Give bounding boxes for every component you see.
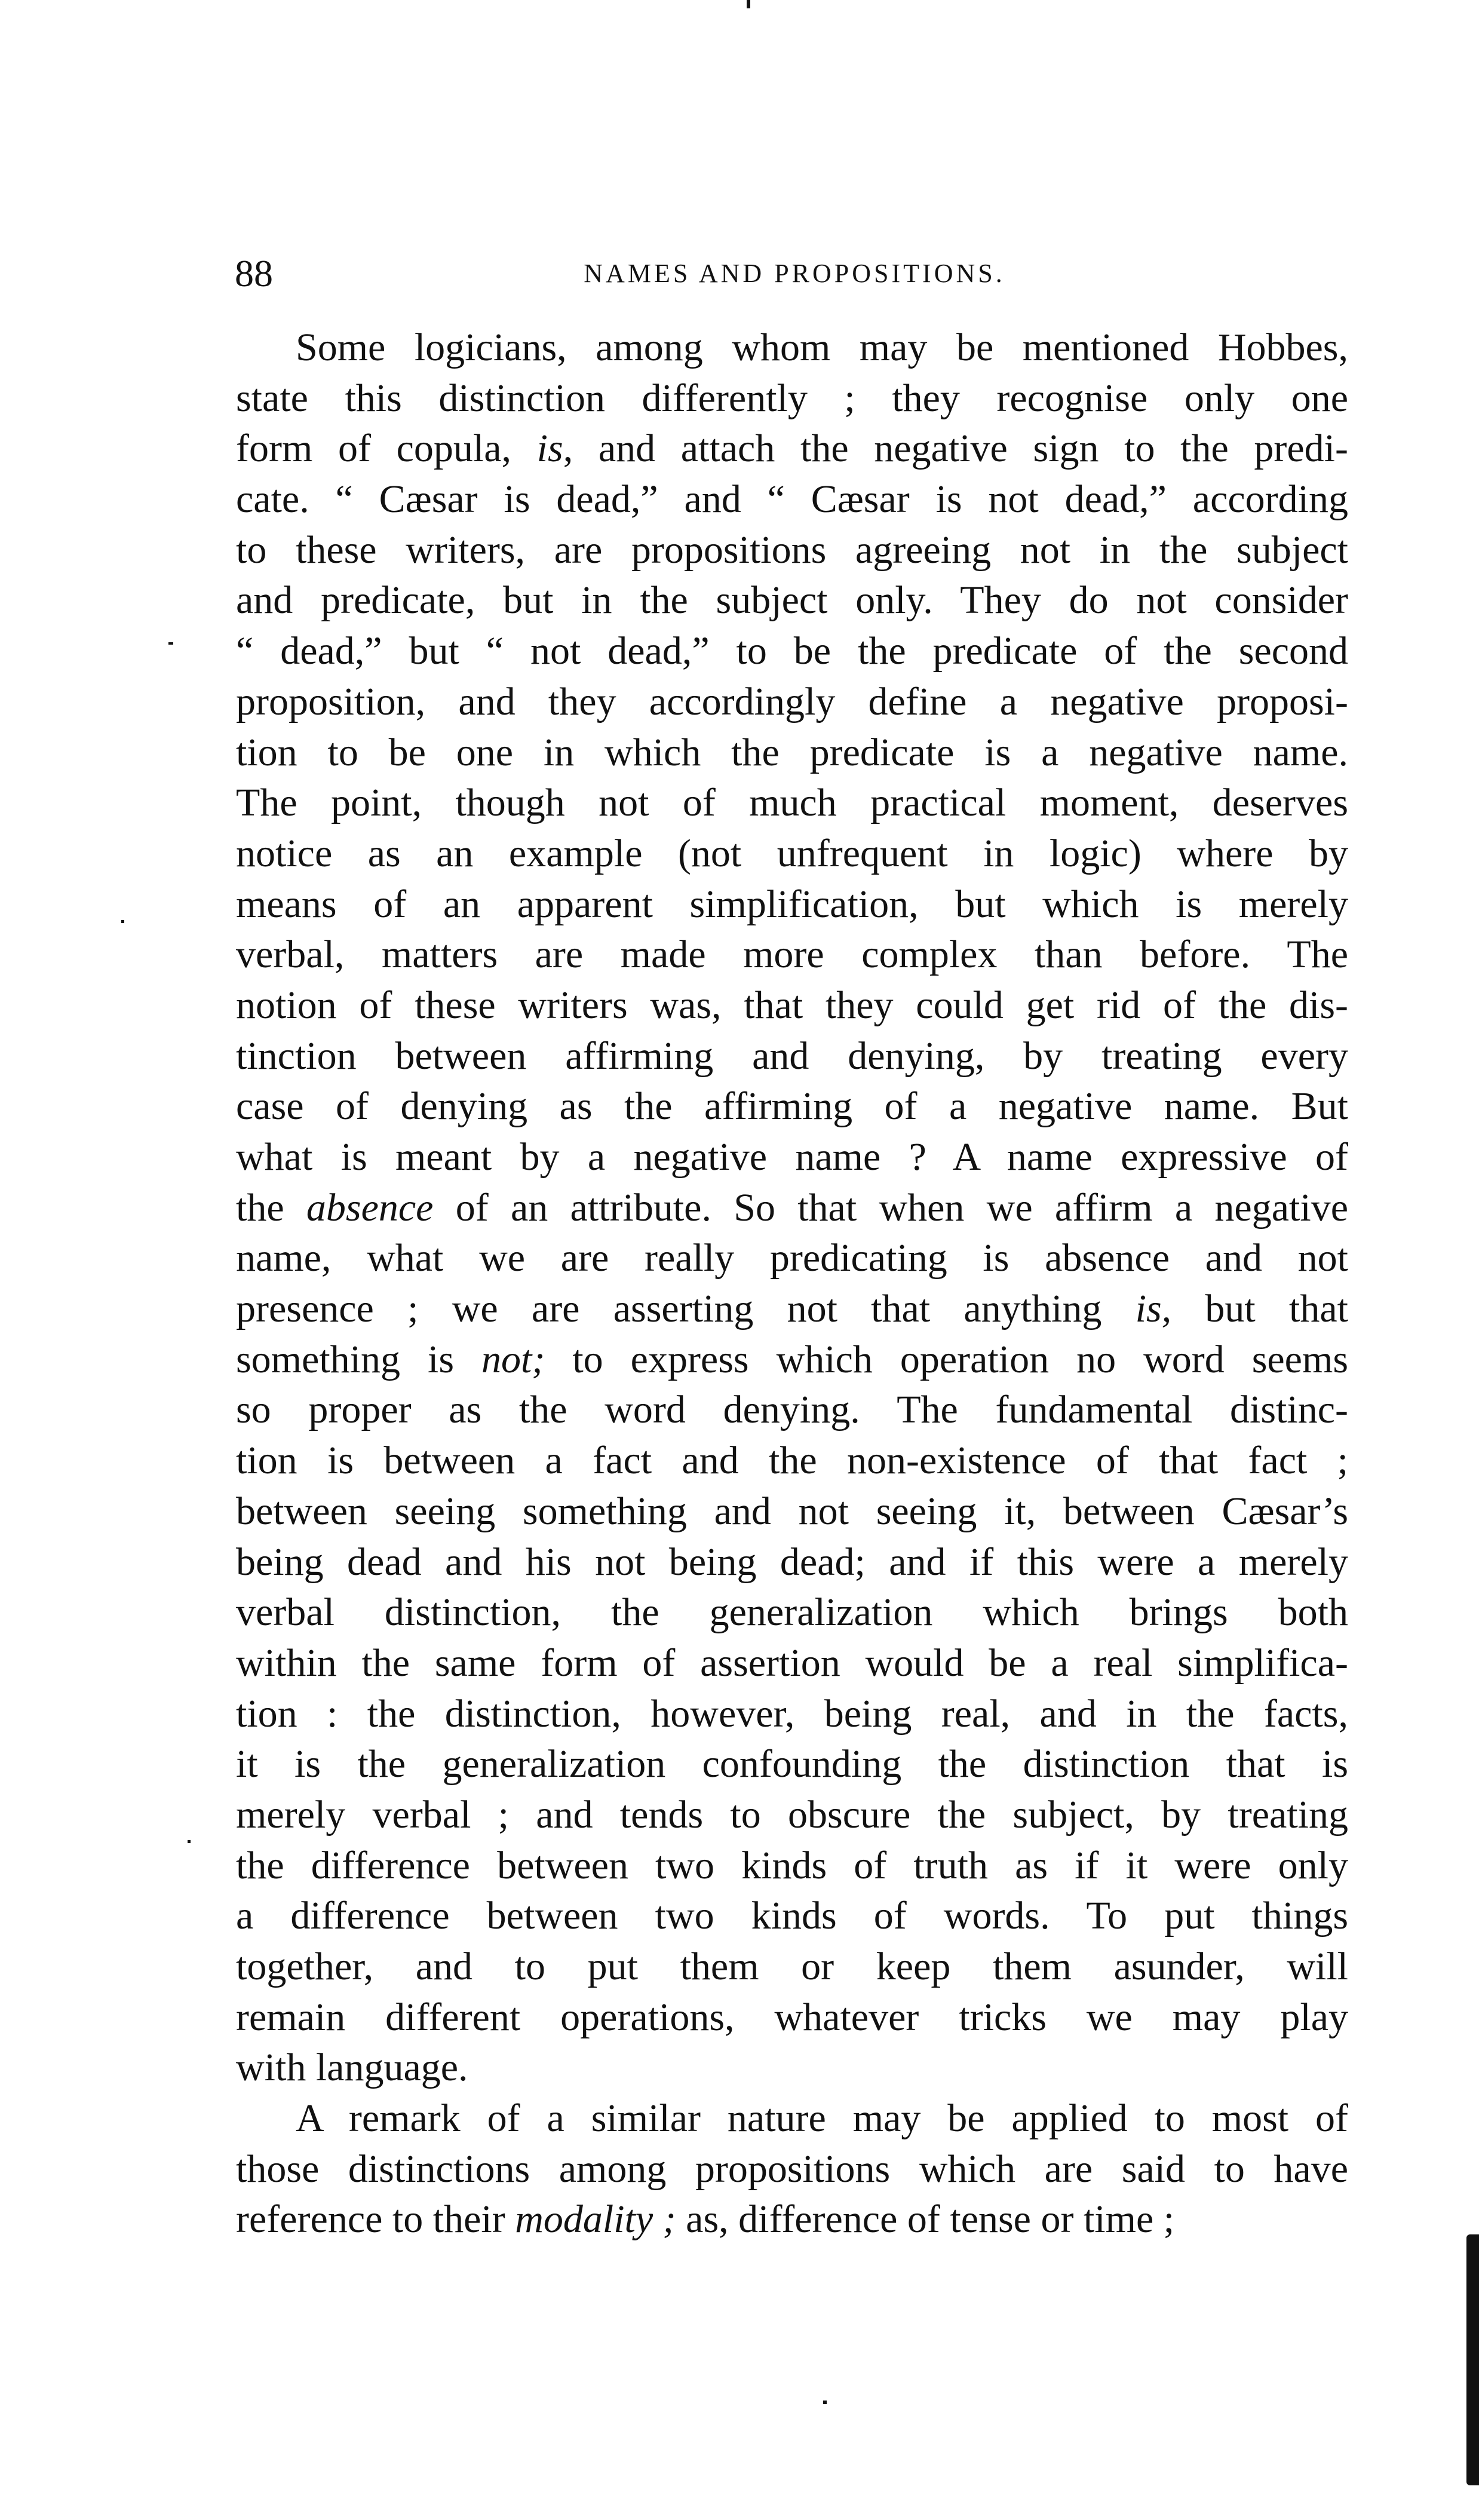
text-segment: verbal distinction, the generalization which brings both bbox=[236, 1590, 1348, 1635]
text-line bbox=[236, 1233, 1348, 1284]
text-line bbox=[236, 829, 1348, 879]
text-segment: together, and to put them or keep them asunder, will bbox=[236, 1945, 1348, 1988]
text-segment: A remark of a similar nature may be applied to most of bbox=[296, 2096, 1348, 2141]
text-segment: reference to their bbox=[236, 2197, 515, 2242]
text-line bbox=[236, 1942, 1348, 1992]
text-segment: means of an apparent simplification, but which is merely bbox=[236, 882, 1348, 926]
page-edge-shadow bbox=[1466, 2234, 1479, 2485]
text-line bbox=[236, 525, 1348, 576]
text-segment: the bbox=[236, 1185, 306, 1230]
text-line bbox=[236, 1891, 1348, 1942]
text-segment: tion to be one in which the predicate is a negative name. bbox=[236, 730, 1348, 774]
text-segment: The point, though not of much practical moment, deserves bbox=[236, 781, 1348, 825]
text-line bbox=[236, 474, 1348, 525]
text-segment: case of denying as the affirming of a negative name. But bbox=[236, 1084, 1348, 1129]
text-line bbox=[236, 1537, 1348, 1588]
text-segment: something is bbox=[236, 1337, 481, 1381]
text-segment: tion : the distinction, however, being real, and in the facts, bbox=[236, 1691, 1348, 1736]
text-segment: , and attach the negative sign to the predi- bbox=[563, 427, 1348, 471]
text-segment: state this distinction differently ; they recognise only one bbox=[236, 376, 1348, 420]
running-head: NAMES AND PROPOSITIONS. bbox=[584, 259, 1005, 288]
text-segment: to express which operation no word seems bbox=[545, 1337, 1348, 1381]
text-segment: proposition, and they accordingly define a negative proposi- bbox=[236, 679, 1348, 723]
text-segment: presence ; we are asserting not that anything bbox=[236, 1287, 1136, 1331]
text-line bbox=[236, 1689, 1348, 1740]
text-segment: remain different operations, whatever tricks we may play bbox=[236, 1995, 1348, 2039]
text-line bbox=[236, 424, 1348, 474]
text-segment: what is meant by a negative name ? A name expressive of bbox=[236, 1135, 1348, 1179]
text-line bbox=[236, 1132, 1348, 1183]
text-line bbox=[236, 2093, 1348, 2144]
text-segment: with language. bbox=[236, 2046, 468, 2090]
text-segment: name, what we are really predicating is absence and not bbox=[236, 1236, 1348, 1280]
scan-speck-top bbox=[747, 0, 750, 8]
text-segment: verbal, matters are made more complex than before. The bbox=[236, 933, 1348, 977]
italic-text: is, bbox=[1135, 1287, 1172, 1331]
text-line bbox=[236, 980, 1348, 1031]
text-line bbox=[236, 2043, 1348, 2093]
text-line bbox=[236, 728, 1348, 778]
text-line bbox=[236, 1335, 1348, 1385]
text-segment: “ dead,” but “ not dead,” to be the predicate of the second bbox=[236, 629, 1348, 673]
text-line bbox=[236, 1587, 1348, 1638]
text-segment: within the same form of assertion would be a real simplifica- bbox=[236, 1641, 1348, 1685]
text-line bbox=[236, 1790, 1348, 1841]
text-segment: a difference between two kinds of words. To put things bbox=[236, 1894, 1348, 1938]
text-line bbox=[236, 879, 1348, 930]
text-segment: tion is between a fact and the non-existence of that fact ; bbox=[236, 1439, 1348, 1483]
italic-text: is bbox=[536, 427, 563, 471]
scan-speck-margin bbox=[168, 642, 173, 645]
page-body-text bbox=[236, 323, 1348, 2245]
text-segment: so proper as the word denying. The fundamental distinc- bbox=[236, 1388, 1348, 1432]
italic-text: not; bbox=[481, 1337, 545, 1381]
text-segment: the difference between two kinds of truth as if it were only bbox=[236, 1843, 1348, 1887]
text-line bbox=[236, 323, 1348, 373]
text-line bbox=[236, 1841, 1348, 1891]
text-segment: being dead and his not being dead; and if this were a merely bbox=[236, 1540, 1348, 1584]
text-line bbox=[236, 1385, 1348, 1436]
text-line bbox=[236, 1992, 1348, 2043]
italic-text: absence bbox=[306, 1185, 434, 1230]
text-line bbox=[236, 1081, 1348, 1132]
text-line bbox=[236, 1284, 1348, 1335]
text-line bbox=[236, 930, 1348, 980]
text-segment: between seeing something and not seeing it, between Cæsar’s bbox=[236, 1489, 1348, 1533]
text-segment: Some logicians, among whom may be mentioned Hobbes, bbox=[296, 326, 1348, 369]
text-segment: cate. “ Cæsar is dead,” and “ Cæsar is not dead,” according bbox=[236, 477, 1348, 522]
scan-speck-margin bbox=[188, 1840, 191, 1843]
text-line bbox=[236, 626, 1348, 677]
text-line bbox=[236, 2144, 1348, 2195]
text-segment: and predicate, but in the subject only. They do not consider bbox=[236, 578, 1348, 623]
text-segment: tinction between affirming and denying, by treating every bbox=[236, 1034, 1348, 1078]
text-segment: as, difference of tense or time ; bbox=[676, 2197, 1175, 2242]
italic-text: modality ; bbox=[515, 2197, 676, 2242]
text-line bbox=[236, 1183, 1348, 1234]
text-line bbox=[236, 2194, 1348, 2245]
text-segment: form of copula, bbox=[236, 427, 537, 471]
text-line bbox=[236, 677, 1348, 728]
text-line bbox=[236, 778, 1348, 829]
text-line bbox=[236, 575, 1348, 626]
text-segment: notice as an example (not unfrequent in logic) where by bbox=[236, 831, 1348, 875]
text-line bbox=[236, 1486, 1348, 1537]
text-segment: but that bbox=[1171, 1287, 1348, 1331]
text-line bbox=[236, 1436, 1348, 1486]
text-line bbox=[236, 1638, 1348, 1689]
text-line bbox=[236, 373, 1348, 424]
text-segment: notion of these writers was, that they could get rid of the dis- bbox=[236, 983, 1348, 1027]
page-number: 88 bbox=[235, 252, 273, 295]
text-segment: to these writers, are propositions agreeing not in the subject bbox=[236, 528, 1348, 572]
text-segment: merely verbal ; and tends to obscure the subject, by treating bbox=[236, 1792, 1348, 1837]
text-segment: those distinctions among propositions which are said to have bbox=[236, 2147, 1348, 2191]
text-line bbox=[236, 1739, 1348, 1790]
text-line bbox=[236, 1031, 1348, 1082]
text-segment: it is the generalization confounding the distinction that is bbox=[236, 1742, 1348, 1786]
scan-speck-margin bbox=[121, 920, 124, 923]
scan-speck-bottom bbox=[823, 2401, 827, 2404]
text-segment: of an attribute. So that when we affirm a negative bbox=[433, 1185, 1348, 1230]
